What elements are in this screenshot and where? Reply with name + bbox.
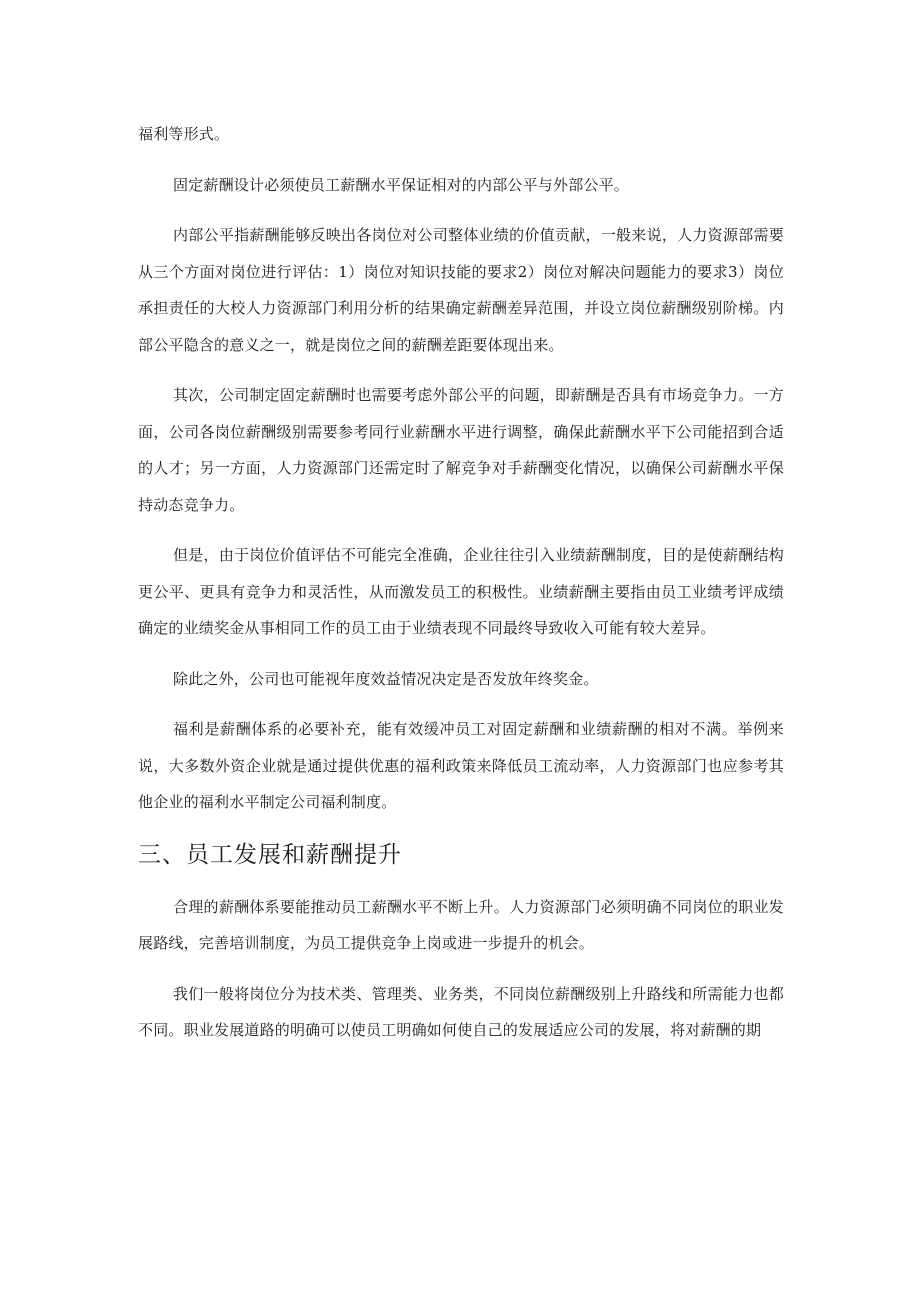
paragraph-salary-growth: 合理的薪酬体系要能推动员工薪酬水平不断上升。人力资源部门必须明确不同岗位的职业发展路线，完善培训制度，为员工提供竞争上岗或进一步提升的机会。 (138, 897, 784, 952)
document-page (138, 116, 784, 1063)
paragraph-performance-pay: 但是，由于岗位价值评估不可能完全准确，企业往往引入业绩薪酬制度，目的是使薪酬结构更公平、更具有竞争力和灵活性，从而激发员工的积极性。业绩薪酬主要指由员工业绩考评成绩确定的业绩奖金从事相同工作的员工由于业绩表现不同最终导致收入可能有较大差异。 (138, 546, 784, 637)
section-heading: 三、员工发展和薪酬提升 (138, 841, 402, 868)
paragraph-year-end-bonus: 除此之外，公司也可能视年度效益情况决定是否发放年终奖金。 (173, 669, 599, 688)
paragraph-external-fairness: 其次，公司制定固定薪酬时也需要考虑外部公平的问题，即薪酬是否具有市场竞争力。一方面，公司各岗位薪酬级别需要参考同行业薪酬水平进行调整，确保此薪酬水平下公司能招到合适的人才；另一方面，人力资源部门还需定时了解竞争对手薪酬变化情况，以确保公司薪酬水平保持动态竞争力。 (138, 386, 784, 514)
paragraph-fairness-intro: 固定薪酬设计必须使员工薪酬水平保证相对的内部公平与外部公平。 (173, 175, 630, 194)
paragraph-career-paths: 我们一般将岗位分为技术类、管理类、业务类，不同岗位薪酬级别上升路线和所需能力也都不同。职业发展道路的明确可以使员工明确如何使自己的发展适应公司的发展，将对薪酬的期 (138, 984, 784, 1039)
paragraph-continuation: 福利等形式。 (138, 125, 230, 143)
paragraph-internal-fairness: 内部公平指薪酬能够反映出各岗位对公司整体业绩的价值贡献，一般来说，人力资源部需要从三个方面对岗位进行评估：1）岗位对知识技能的要求2）岗位对解决问题能力的要求3）岗位承担责任的大校人力资源部门利用分析的结果确定薪酬差异范围，并设立岗位薪酬级别阶梯。内部公平隐含的意义之一，就是岗位之间的薪酬差距要体现出来。 (138, 226, 784, 354)
paragraph-benefits: 福利是薪酬体系的必要补充，能有效缓冲员工对固定薪酬和业绩薪酬的相对不满。举例来说，大多数外资企业就是通过提供优惠的福利政策来降低员工流动率，人力资源部门也应参考其他企业的福利水平制定公司福利制度。 (138, 720, 784, 811)
